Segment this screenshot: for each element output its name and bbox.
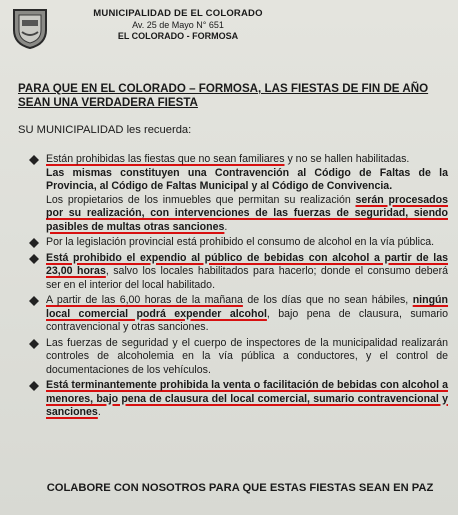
list-item (24, 153, 448, 234)
rule-text-emphasis: Está terminantemente prohibida la venta o facilitación de bebidas con alcohol a menores, bajo pena de clausura del local comercial, sumario contravencional y sanciones (46, 379, 448, 418)
diamond-bullet-icon (28, 238, 40, 248)
rule-text-emphasis: ningún local comercial podrá expender alcohol (46, 294, 449, 320)
diamond-bullet-icon (28, 254, 40, 264)
municipality-city: EL COLORADO - FORMOSA (117, 31, 239, 41)
rule-text: Los propietarios de los inmuebles que permitan su realización (46, 193, 356, 206)
rule-text: Por la legislación provincial está prohibido el consumo de alcohol en la vía pública. (46, 236, 435, 248)
notice-title: PARA QUE EN EL COLORADO – FORMOSA, LAS FIESTAS DE FIN DE AÑO SEAN UNA VERDADERA FIESTA (18, 82, 429, 109)
rule-text-emphasis: Están prohibidas las fiestas que no sean familiares (46, 153, 285, 165)
rule-text: . (97, 406, 101, 418)
notice-intro: SU MUNICIPALIDAD les recuerda: (18, 124, 192, 136)
rule-text: , salvo los locales habilitados para hacerlo; donde el consumo deberá ser en el interior del local habilitado. (46, 265, 448, 291)
list-item (24, 294, 448, 335)
list-item (24, 379, 448, 420)
municipal-seal-icon (10, 6, 50, 50)
closing-appeal: COLABORE CON NOSOTROS PARA QUE ESTAS FIESTAS SEAN EN PAZ (46, 482, 434, 494)
rule-text: y no se hallen habilitadas. (284, 153, 410, 165)
municipality-address: Av. 25 de Mayo N° 651 (132, 20, 224, 30)
list-item (24, 252, 448, 293)
rule-text: , bajo pena de clausura, sumario contravencional y otras sanciones. (46, 307, 448, 333)
diamond-bullet-icon (28, 296, 40, 306)
diamond-bullet-icon (28, 339, 40, 349)
letterhead-text (58, 8, 298, 42)
letterhead (6, 4, 306, 50)
rule-text: Las mismas constituyen una Contravención al Código de Faltas de la Provincia, al Código de Faltas Municipal y al Código de Convivencia. (46, 166, 448, 192)
diamond-bullet-icon (28, 155, 40, 165)
list-item (24, 236, 448, 250)
list-item (24, 337, 448, 378)
rule-text: . (224, 220, 228, 233)
diamond-bullet-icon (28, 381, 40, 391)
municipality-name: MUNICIPALIDAD DE EL COLORADO (93, 8, 263, 19)
rules-list (24, 153, 448, 422)
rule-text-emphasis: serán procesados por su realización, con intervenciones de las fuerzas de seguridad, siendo pasibles de multas otras sanciones (46, 193, 448, 233)
rule-text: de los días que no sean hábiles, (242, 294, 413, 306)
rule-text: Las fuerzas de seguridad y el cuerpo de inspectores de la municipalidad realizarán controles de alcoholemia en la vía pública a conductores, y el control de documentaciones de los vehículos. (46, 336, 448, 376)
rule-text-emphasis: Está prohibido el expendio al público de bebidas con alcohol a partir de las 23,00 horas (46, 251, 448, 277)
rule-text-emphasis: A partir de las 6,00 horas de la mañana (46, 294, 243, 306)
